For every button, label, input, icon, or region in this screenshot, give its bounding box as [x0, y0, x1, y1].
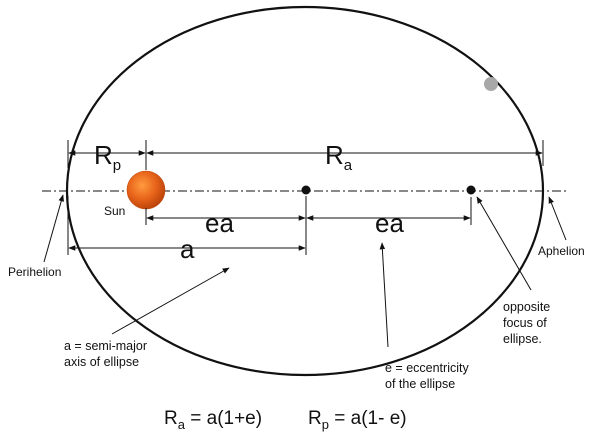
ea-left-label: ea [205, 208, 234, 238]
perihelion-label: Perihelion [8, 265, 62, 279]
focus-label-line3: ellipse. [503, 332, 542, 346]
opposite-focus-point [467, 186, 476, 195]
semi-major-pointer [112, 268, 229, 334]
ellipse-center-point [302, 186, 311, 195]
eccentricity-label-line1: e = eccentricity [385, 361, 469, 375]
semi-major-label-line1: a = semi-major [64, 339, 148, 353]
a-label: a [180, 234, 195, 264]
sun [127, 171, 165, 209]
aphelion-pointer [549, 197, 566, 240]
ra-label: Ra [325, 140, 353, 174]
focus-label-line2: focus of [503, 316, 547, 330]
eccentricity-pointer [382, 243, 388, 347]
equation-rp: $R_p = a(1-$ e) [308, 408, 407, 432]
eccentricity-label-line2: of the ellipse [385, 377, 456, 391]
planet [484, 77, 498, 91]
perihelion-pointer [44, 195, 63, 262]
rp-label: Rp [94, 140, 122, 174]
semi-major-label-line2: axis of ellipse [64, 355, 140, 369]
aphelion-label: Aphelion [538, 244, 585, 258]
focus-label-line1: opposite [503, 300, 551, 314]
sun-label: Sun [104, 204, 126, 218]
ea-right-label: ea [375, 208, 404, 238]
focus-pointer [477, 197, 531, 290]
equation-ra: $R_a = a(1+e)$ [164, 408, 263, 432]
